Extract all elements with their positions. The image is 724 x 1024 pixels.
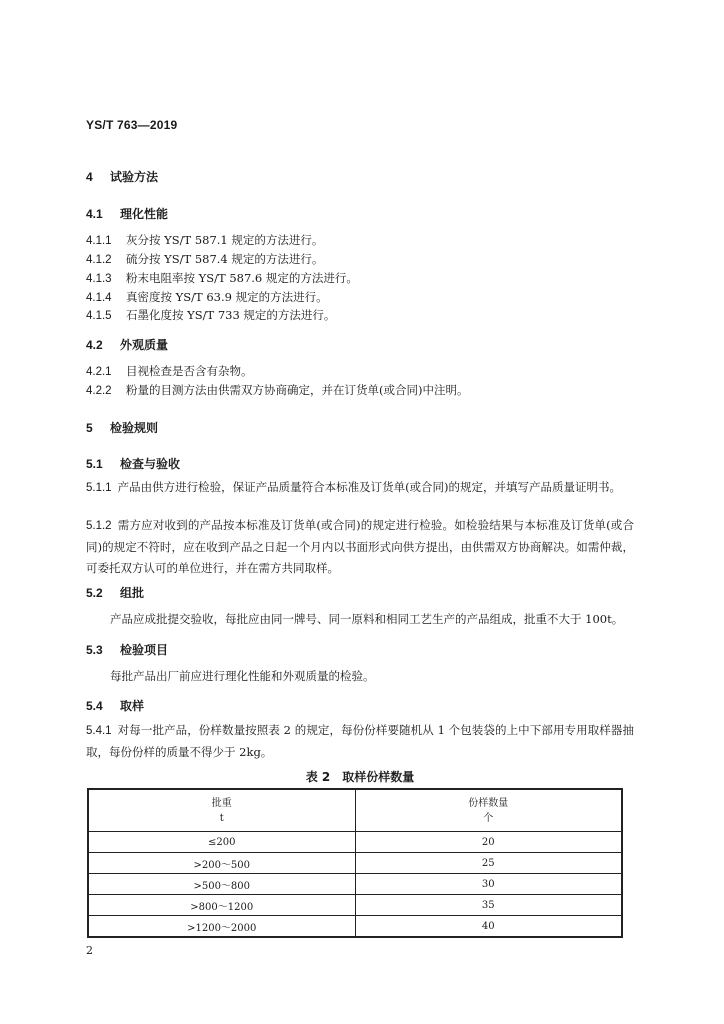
- table-row: [88, 832, 622, 853]
- clause-5-3-text: 每批产品出厂前应进行理化性能和外观质量的检验。: [110, 669, 375, 683]
- clause-number: 4.2.1: [86, 366, 112, 378]
- section-title: 理化性能: [120, 207, 169, 221]
- section-title: 组批: [120, 586, 145, 600]
- clause-4-1-2: [86, 251, 323, 267]
- section-5-4-heading: [86, 697, 144, 714]
- clause-text: 硫分按 YS/T 587.4 规定的方法进行。: [126, 252, 324, 266]
- clause-text: 目视检查是否含有杂物。: [126, 364, 253, 378]
- clause-text: 需方应对收到的产品按本标准及订货单(或合同)的规定进行检验。如检验结果与本标准及订货单(或合同)的规定不符时，应在收到产品之日起一个月内以书面形式向供方提出，由供需双方协商解决。如需仲裁，可委托双方认可的单位进行，并在需方共同取样。: [86, 518, 634, 575]
- header-label: 批重: [211, 797, 232, 809]
- section-4-2-heading: [86, 336, 168, 353]
- header-unit: 个: [483, 812, 494, 824]
- clause-4-1-1: [86, 232, 323, 248]
- header-unit: t: [219, 812, 224, 824]
- batch-weight-cell: >500～800: [88, 874, 355, 895]
- section-number: 4.2: [86, 338, 103, 352]
- section-5-2-heading: [86, 584, 144, 601]
- section-number: 4.1: [86, 207, 103, 221]
- clause-number: 4.1.3: [86, 273, 112, 285]
- section-title: 取样: [120, 699, 145, 713]
- page-number: 2: [86, 944, 93, 957]
- section-number: 5: [86, 421, 93, 435]
- header-cell-batch-weight: [88, 789, 355, 832]
- section-number: 5.2: [86, 586, 103, 600]
- sample-count-cell: 30: [355, 874, 622, 895]
- batch-weight-cell: >200～500: [88, 853, 355, 874]
- section-title: 试验方法: [110, 170, 159, 184]
- section-title: 检验项目: [120, 643, 169, 657]
- clause-number: 4.1.5: [86, 310, 112, 322]
- section-number: 5.3: [86, 643, 103, 657]
- clause-4-1-5: [86, 307, 335, 323]
- clause-text: 灰分按 YS/T 587.1 规定的方法进行。: [126, 233, 324, 247]
- clause-text: 粉量的目测方法由供需双方协商确定，并在订货单(或合同)中注明。: [126, 383, 469, 397]
- table-row: [88, 874, 622, 895]
- batch-weight-cell: ≤200: [88, 832, 355, 853]
- batch-weight-cell: >1200～2000: [88, 916, 355, 938]
- clause-4-1-3: [86, 270, 358, 286]
- sample-count-cell: 25: [355, 853, 622, 874]
- section-number: 4: [86, 170, 93, 184]
- section-number: 5.1: [86, 457, 103, 471]
- clause-text: 对每一批产品，份样数量按照表 2 的规定，每份份样要随机从 1 个包装袋的上中下部用专用取样器抽取，每份份样的质量不得少于 2kg。: [86, 723, 634, 759]
- clause-text: 产品由供方进行检验，保证产品质量符合本标准及订货单(或合同)的规定，并填写产品质量证明书。: [117, 480, 622, 494]
- clause-text: 粉末电阻率按 YS/T 587.6 规定的方法进行。: [126, 271, 358, 285]
- section-5-3-heading: [86, 641, 168, 658]
- table-row: [88, 895, 622, 916]
- clause-number: 4.1.4: [86, 292, 112, 304]
- section-4-heading: [86, 168, 158, 185]
- header-cell-sample-count: [355, 789, 622, 832]
- table-row: [88, 853, 622, 874]
- table-row: [88, 916, 622, 938]
- clause-text: 真密度按 YS/T 63.9 规定的方法进行。: [126, 290, 328, 304]
- section-title: 检验规则: [110, 421, 159, 435]
- table-header-row: [88, 789, 622, 832]
- sample-count-cell: 40: [355, 916, 622, 938]
- clause-number: 4.1.2: [86, 254, 112, 266]
- clause-4-2-1: [86, 363, 253, 379]
- clause-5-4-1: [86, 720, 634, 763]
- section-title: 检查与验收: [120, 457, 181, 471]
- clause-number: 5.4.1: [86, 725, 112, 737]
- clause-number: 5.1.1: [86, 482, 112, 494]
- section-4-1-heading: [86, 205, 168, 222]
- clause-number: 5.1.2: [86, 520, 112, 532]
- clause-number: 4.1.1: [86, 235, 112, 247]
- clause-5-1-1: [86, 477, 634, 499]
- sampling-table: [87, 788, 623, 938]
- table-caption: 表 2 取样份样数量: [305, 770, 415, 784]
- header-label: 份样数量: [468, 797, 509, 809]
- standard-number: YS/T 763—2019: [86, 118, 178, 132]
- section-title: 外观质量: [120, 338, 169, 352]
- section-5-1-heading: [86, 455, 180, 472]
- clause-4-2-2: [86, 382, 468, 398]
- clause-5-1-2: [86, 515, 634, 579]
- clause-number: 4.2.2: [86, 385, 112, 397]
- clause-text: 石墨化度按 YS/T 733 规定的方法进行。: [126, 308, 336, 322]
- clause-5-2-text: 产品应成批提交验收，每批应由同一牌号、同一原料和相同工艺生产的产品组成，批重不大于 100t。: [110, 612, 624, 626]
- sample-count-cell: 20: [355, 832, 622, 853]
- clause-4-1-4: [86, 289, 328, 305]
- section-number: 5.4: [86, 699, 103, 713]
- section-5-heading: [86, 419, 158, 436]
- batch-weight-cell: >800～1200: [88, 895, 355, 916]
- sample-count-cell: 35: [355, 895, 622, 916]
